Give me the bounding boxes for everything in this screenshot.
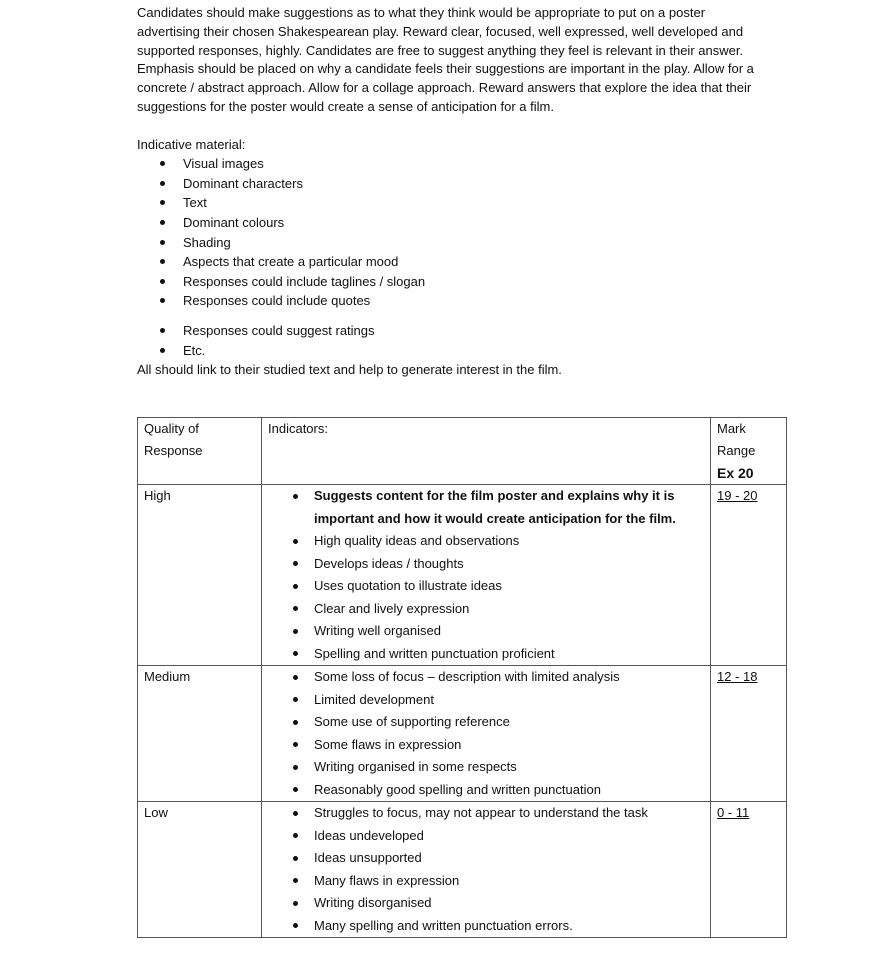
indicative-list-continued <box>137 321 767 360</box>
intro-paragraph: Candidates should make suggestions as to what they think would be appropriate to put on a poster advertising their chosen Shakespearean play. Reward clear, focused, well expressed, well developed and supported responses, highly. Candidates are free to suggest anything they feel is relevant in their answer. Emphasis should be placed on why a candidate feels their suggestions are important in the play. Allow for a concrete / abstract approach. Allow for a collage approach. Reward answers that explore the idea that their suggestions for the poster would create a sense of anticipation for a film. <box>137 5 754 114</box>
mark-range: 0 - 11 <box>717 805 750 820</box>
table-row <box>138 666 787 802</box>
list-item: Aspects that create a particular mood <box>159 252 767 272</box>
header-quality-cell <box>138 418 262 485</box>
list-item: Struggles to focus, may not appear to understand the task <box>314 802 710 825</box>
header-mark-line1: Mark <box>717 421 746 436</box>
list-item: Writing organised in some respects <box>314 756 710 779</box>
indicators-cell <box>262 485 711 666</box>
mark-cell <box>711 666 787 802</box>
table-row <box>138 802 787 938</box>
mark-range: 19 - 20 <box>717 488 758 503</box>
list-item: Responses could include taglines / slogan <box>159 272 767 292</box>
level-cell <box>138 666 262 802</box>
document-body <box>137 4 767 379</box>
list-item: Develops ideas / thoughts <box>314 553 710 576</box>
list-item: Clear and lively expression <box>314 598 710 621</box>
mark-scheme-table <box>137 417 787 938</box>
mark-cell <box>711 802 787 938</box>
header-mark-line3: Ex 20 <box>717 465 754 481</box>
table-row <box>138 485 787 666</box>
list-item: Responses could suggest ratings <box>159 321 767 341</box>
list-item: Ideas undeveloped <box>314 825 710 848</box>
list-item: Dominant colours <box>159 213 767 233</box>
header-mark-line2: Range <box>717 443 756 458</box>
header-quality-line2: Response <box>144 443 203 458</box>
mark-range: 12 - 18 <box>717 669 758 684</box>
list-item: Text <box>159 193 767 213</box>
level-label: Low <box>144 805 168 820</box>
table-header-row <box>138 418 787 485</box>
list-item: Responses could include quotes <box>159 291 767 311</box>
header-quality-line1: Quality of <box>144 421 199 436</box>
list-item: Suggests content for the film poster and explains why it is important and how it would create anticipation for the film. <box>314 485 710 530</box>
indicators-list <box>262 666 710 801</box>
list-item: Visual images <box>159 154 767 174</box>
indicators-list <box>262 485 710 665</box>
list-item: Limited development <box>314 689 710 712</box>
indicative-list <box>137 154 767 311</box>
level-cell <box>138 802 262 938</box>
list-item: Some use of supporting reference <box>314 711 710 734</box>
header-indicators-cell <box>262 418 711 485</box>
indicators-cell <box>262 802 711 938</box>
list-item: Ideas unsupported <box>314 847 710 870</box>
list-item: Many flaws in expression <box>314 870 710 893</box>
header-indicators: Indicators: <box>268 421 328 436</box>
mark-cell <box>711 485 787 666</box>
list-item: Many spelling and written punctuation errors. <box>314 915 710 938</box>
list-item: Shading <box>159 233 767 253</box>
list-item: Etc. <box>159 341 767 361</box>
list-item: Writing well organised <box>314 620 710 643</box>
header-mark-cell <box>711 418 787 485</box>
list-item: Reasonably good spelling and written punctuation <box>314 779 710 802</box>
level-label: Medium <box>144 669 191 684</box>
level-label: High <box>144 488 171 503</box>
indicators-cell <box>262 666 711 802</box>
list-item: Uses quotation to illustrate ideas <box>314 575 710 598</box>
indicative-material-heading: Indicative material: <box>137 136 246 152</box>
list-item: Some loss of focus – description with limited analysis <box>314 666 710 689</box>
list-item: Some flaws in expression <box>314 734 710 757</box>
list-item: High quality ideas and observations <box>314 530 710 553</box>
closing-sentence: All should link to their studied text and help to generate interest in the film. <box>137 362 562 378</box>
list-item: Dominant characters <box>159 174 767 194</box>
list-item: Writing disorganised <box>314 892 710 915</box>
list-item: Spelling and written punctuation proficient <box>314 643 710 666</box>
indicators-list <box>262 802 710 937</box>
level-cell <box>138 485 262 666</box>
